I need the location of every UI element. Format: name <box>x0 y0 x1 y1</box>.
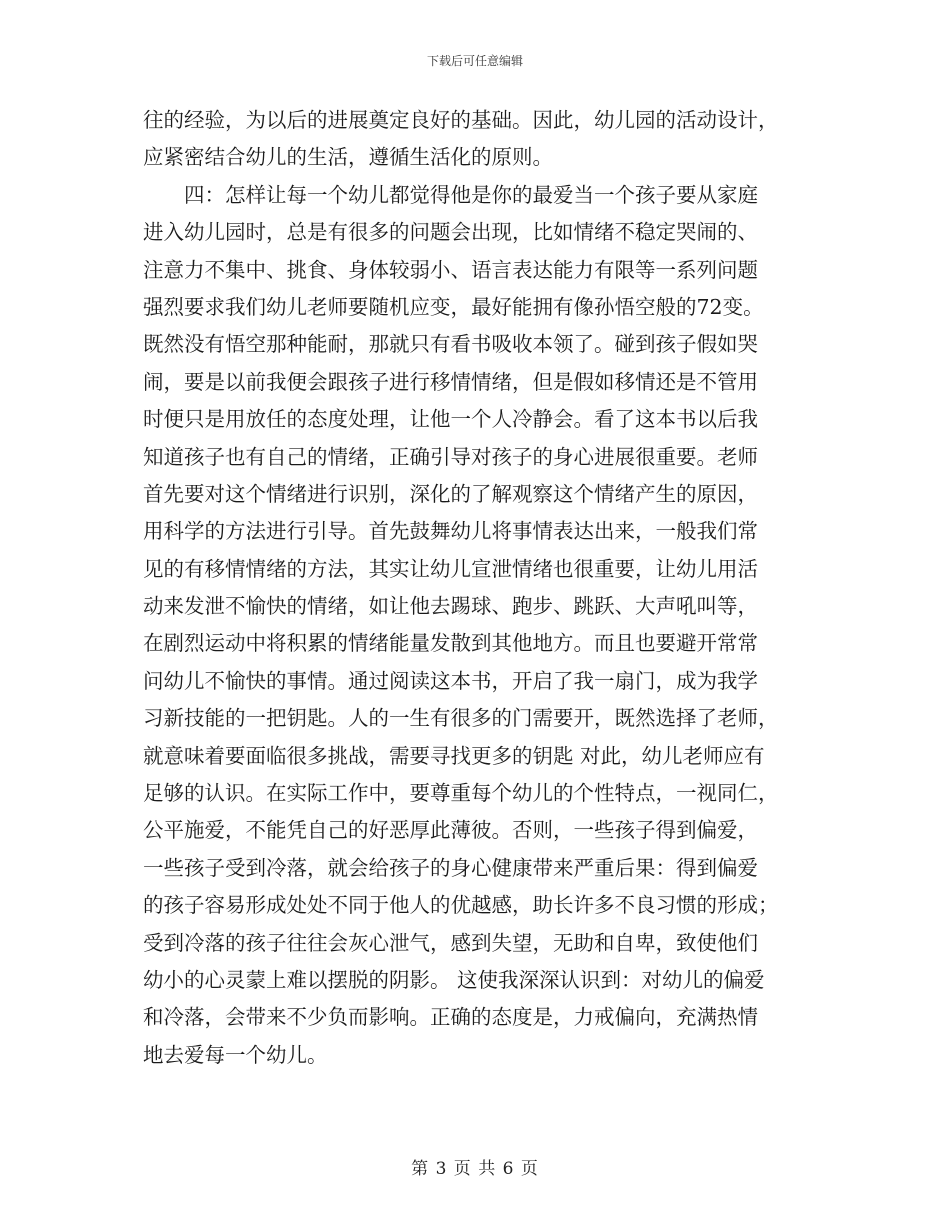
text-line: 幼小的心灵蒙上难以摆脱的阴影。 这使我深深认识到：对幼儿的偏爱 <box>143 967 765 992</box>
text-line: 受到冷落的孩子往往会灰心泄气，感到失望，无助和自卑，致使他们 <box>143 930 758 955</box>
page-number: 第 3 页 共 6 页 <box>411 1159 539 1179</box>
text-line: 就意味着要面临很多挑战，需要寻找更多的钥匙 对此，幼儿老师应有 <box>143 743 765 768</box>
text-line: 足够的认识。在实际工作中，要尊重每个幼儿的个性特点，一视同仁， <box>143 781 779 806</box>
text-line: 应紧密结合幼儿的生活，遵循生活化的原则。 <box>143 145 553 170</box>
document-body <box>143 102 813 1074</box>
text-line: 问幼儿不愉快的事情。通过阅读这本书，开启了我一扇门，成为我学 <box>143 668 758 693</box>
text-line: 的孩子容易形成处处不同于他人的优越感，助长许多不良习惯的形成； <box>143 893 779 918</box>
text-line: 注意力不集中、挑食、身体较弱小、语言表达能力有限等一系列问题 <box>143 257 758 282</box>
text-line: 强烈要求我们幼儿老师要随机应变，最好能拥有像孙悟空般的72变。 <box>143 294 764 319</box>
text-line: 公平施爱，不能凭自己的好恶厚此薄彼。否则，一些孩子得到偏爱， <box>143 818 758 843</box>
text-line: 往的经验，为以后的进展奠定良好的基础。因此，幼儿园的活动设计， <box>143 108 779 132</box>
text-line: 四：怎样让每一个幼儿都觉得他是你的最爱当一个孩子要从家庭 <box>143 182 758 207</box>
text-line: 既然没有悟空那种能耐，那就只有看书吸收本领了。碰到孩子假如哭 <box>143 332 758 357</box>
text-line: 时便只是用放任的态度处理，让他一个人冷静会。看了这本书以后我 <box>143 407 758 432</box>
text-line: 闹，要是以前我便会跟孩子进行移情情绪，但是假如移情还是不管用 <box>143 369 758 394</box>
text-line: 知道孩子也有自己的情绪，正确引导对孩子的身心进展很重要。老师 <box>143 444 758 469</box>
text-line: 进入幼儿园时，总是有很多的问题会出现，比如情绪不稳定哭闹的、 <box>143 220 758 245</box>
text-line: 地去爱每一个幼儿。 <box>143 1042 328 1067</box>
text-line: 用科学的方法进行引导。首先鼓舞幼儿将事情表达出来，一般我们常 <box>143 519 758 544</box>
text-line: 习新技能的一把钥匙。人的一生有很多的门需要开，既然选择了老师， <box>143 706 779 731</box>
text-line: 在剧烈运动中将积累的情绪能量发散到其他地方。而且也要避开常常 <box>143 631 758 656</box>
text-line: 动来发泄不愉快的情绪，如让他去踢球、跑步、跳跃、大声吼叫等， <box>143 594 758 619</box>
page-header: 下载后可任意编辑 <box>426 54 523 68</box>
text-line: 见的有移情情绪的方法，其实让幼儿宣泄情绪也很重要，让幼儿用活 <box>143 556 758 581</box>
text-line: 一些孩子受到冷落，就会给孩子的身心健康带来严重后果：得到偏爱 <box>143 855 758 880</box>
text-line: 首先要对这个情绪进行识别，深化的了解观察这个情绪产生的原因， <box>143 481 758 506</box>
text-line: 和冷落，会带来不少负而影响。正确的态度是，力戒偏向，充满热情 <box>143 1005 758 1030</box>
